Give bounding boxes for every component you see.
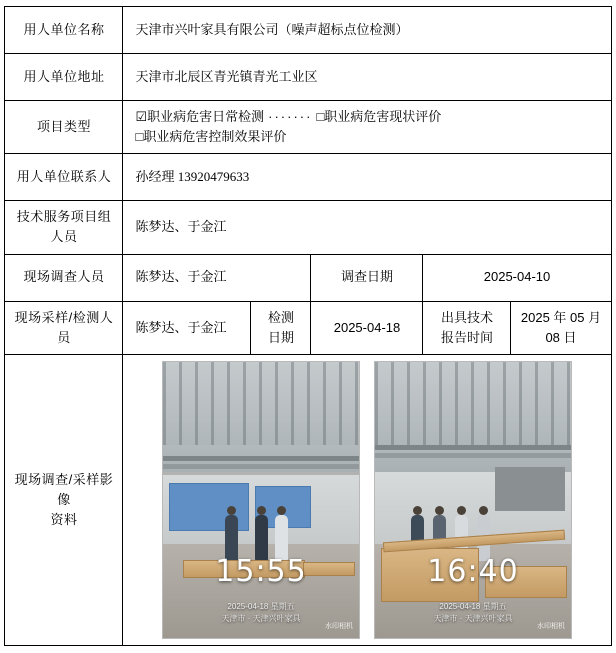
survey-date-value: 2025-04-10 — [423, 254, 611, 301]
survey-staff-label: 现场调查人员 — [5, 254, 123, 301]
site-survey-form — [4, 6, 611, 646]
photo1-timestamp: 15:55 — [215, 554, 307, 590]
photo2-machine — [495, 467, 565, 511]
checkbox-status-evaluation[interactable]: □职业病危害现状评价 — [316, 109, 442, 124]
report-time-label — [423, 301, 511, 354]
site-photo-1[interactable] — [162, 361, 360, 639]
employer-name-value: 天津市兴叶家具有限公司（噪声超标点位检测） — [123, 7, 611, 54]
project-type-value — [123, 101, 611, 154]
photo-gallery — [131, 361, 602, 639]
photo1-watermark-brand: 水印相机 — [325, 623, 353, 630]
photo2-roof-structure — [375, 362, 571, 445]
team-label-line-1: 技术服务项目组 — [16, 209, 112, 225]
contact-value: 孙经理 13920479633 — [123, 154, 611, 201]
site-photo-2[interactable] — [374, 361, 572, 639]
table-row-contact — [5, 154, 611, 201]
photo2-beam — [374, 445, 572, 450]
sampling-staff-value: 陈梦达、于金江 — [123, 301, 251, 354]
photo1-location: 天津市 · 天津兴叶家具 — [221, 614, 301, 624]
table-row-sampling — [5, 301, 611, 354]
table-row-employer-name — [5, 7, 611, 54]
photo2-timestamp: 16:40 — [427, 554, 519, 590]
photo2-watermark-brand: 水印相机 — [537, 623, 565, 630]
test-date-value: 2025-04-18 — [311, 301, 423, 354]
report-time-label-line-2: 报告时间 — [440, 329, 493, 345]
checkbox-control-effect-evaluation[interactable]: □职业病危害控制效果评价 — [135, 129, 287, 145]
photo1-wall-edge — [163, 472, 359, 475]
photo2-location: 天津市 · 天津兴叶家具 — [433, 614, 513, 624]
sampling-staff-label: 现场采样/检测人员 — [5, 301, 123, 354]
team-label-line-2: 人员 — [50, 229, 78, 245]
table-row-team — [5, 201, 611, 254]
project-type-line-2 — [135, 127, 602, 147]
images-label-line-1: 现场调查/采样影像 — [14, 471, 114, 507]
images-label — [5, 354, 123, 645]
report-time-value: 2025 年 05 月 08 日 — [511, 301, 611, 354]
photo1-date: 2025-04-18 星期五 — [227, 602, 295, 612]
table-row-project-type — [5, 101, 611, 154]
project-type-line-1 — [135, 107, 602, 127]
contact-label: 用人单位联系人 — [5, 154, 123, 201]
survey-date-label: 调查日期 — [311, 254, 423, 301]
table-row-employer-address — [5, 54, 611, 101]
checkbox-daily-detection[interactable]: ☑职业病危害日常检测 — [135, 109, 265, 124]
project-type-label: 项目类型 — [5, 101, 123, 154]
images-cell — [123, 354, 611, 645]
photo2-date: 2025-04-18 星期五 — [439, 602, 507, 612]
team-value: 陈梦达、于金江 — [123, 201, 611, 254]
photo1-roof-structure — [163, 362, 359, 445]
employer-name-label: 用人单位名称 — [5, 7, 123, 54]
test-date-label — [251, 301, 311, 354]
images-label-line-2: 资料 — [50, 511, 78, 527]
test-date-label-line-1: 检测 — [267, 309, 294, 325]
dots-separator: ······· — [268, 109, 313, 124]
survey-staff-value: 陈梦达、于金江 — [123, 254, 311, 301]
employer-address-value: 天津市北辰区青光镇青光工业区 — [123, 54, 611, 101]
employer-address-label: 用人单位地址 — [5, 54, 123, 101]
table-row-survey — [5, 254, 611, 301]
table-row-images — [5, 354, 611, 645]
report-time-label-line-1: 出具技术 — [440, 309, 493, 325]
test-date-label-line-2: 日期 — [267, 329, 294, 345]
team-label — [5, 201, 123, 254]
photo1-beam — [162, 456, 360, 461]
